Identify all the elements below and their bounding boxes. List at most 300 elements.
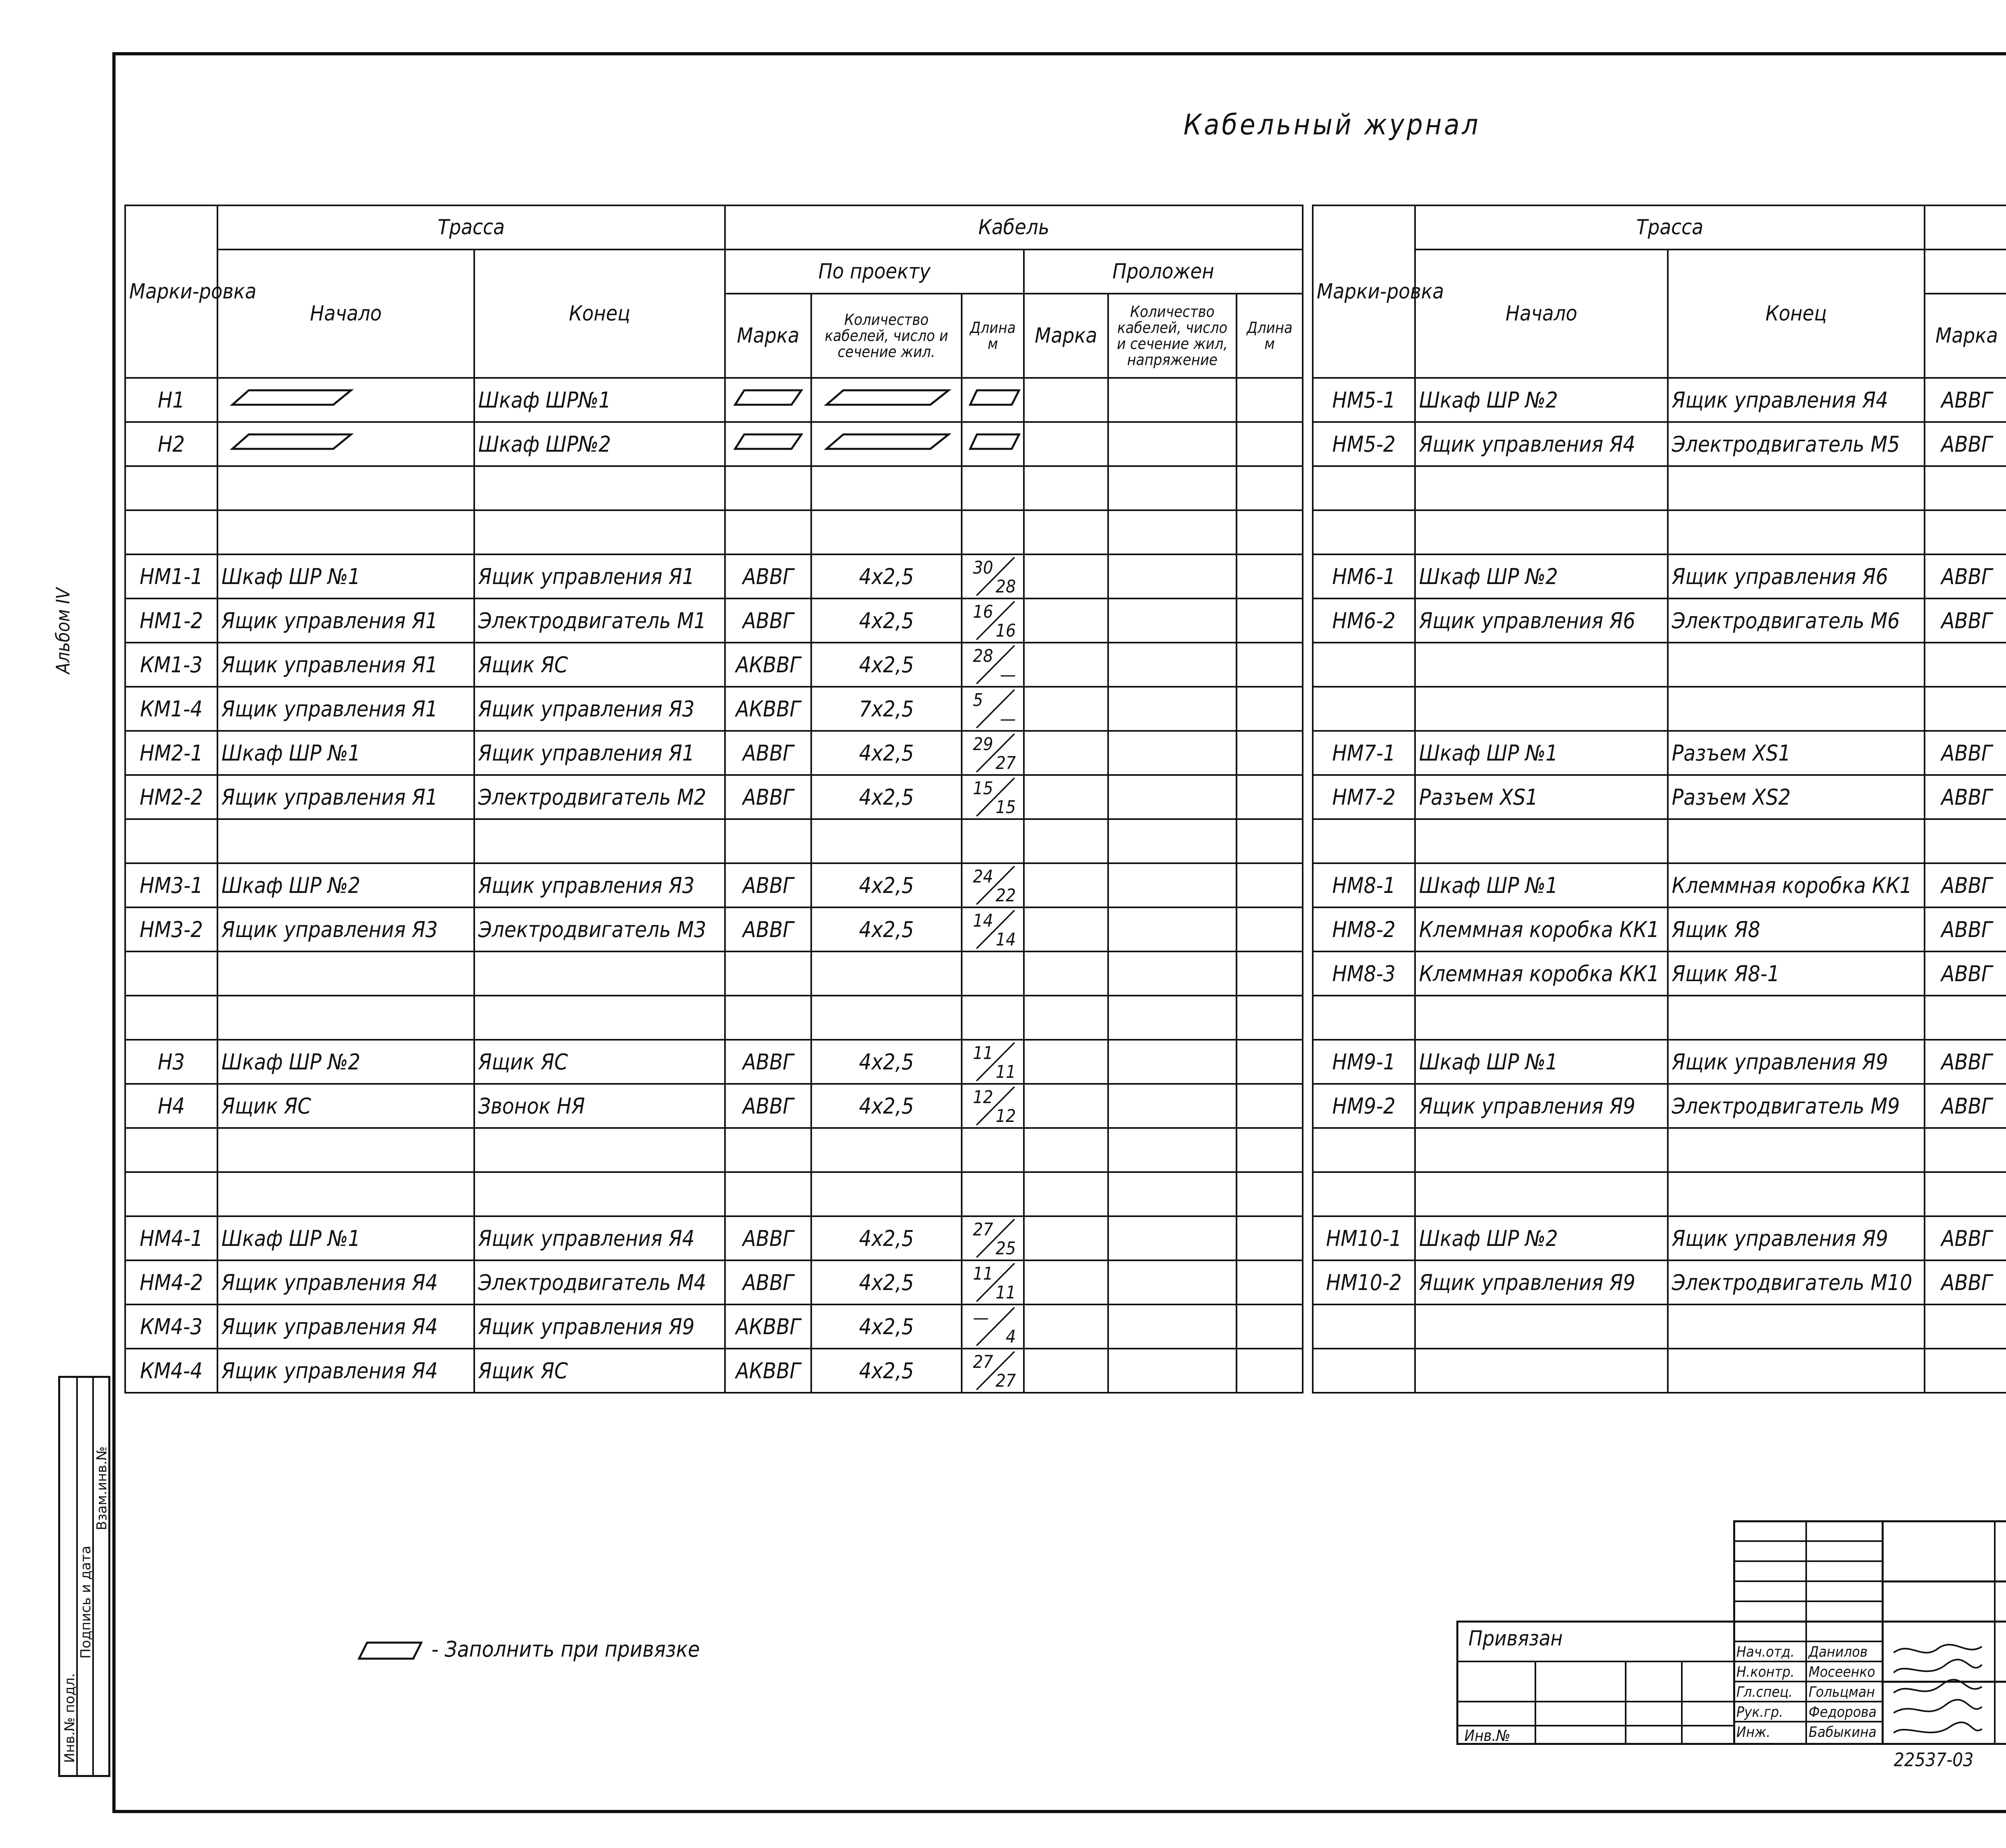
end-cell: Ящик управления Я1 xyxy=(474,731,725,775)
length-value: 28 xyxy=(995,576,1016,597)
trace-header: Трасса xyxy=(217,205,725,250)
marking-cell: Н3 xyxy=(125,1040,217,1084)
mark-cell: АВВГ xyxy=(1925,731,2006,775)
laid-length-cell xyxy=(1236,1172,1303,1216)
table-row xyxy=(1313,951,2006,996)
table-row xyxy=(125,466,1303,510)
side-stamp xyxy=(58,1376,110,1777)
count-cell: 4х2,5 xyxy=(811,1216,962,1260)
length-value: 15 xyxy=(995,797,1016,818)
count-cell: 4х2,5 xyxy=(811,643,962,687)
table-row xyxy=(125,1172,1303,1216)
table-row xyxy=(1313,907,2006,951)
laid-count-cell xyxy=(1108,1349,1236,1393)
end-cell: Ящик управления Я4 xyxy=(474,1216,725,1260)
mark-cell: АВВГ xyxy=(1925,1040,2006,1084)
marking-cell: Н2 xyxy=(125,422,217,466)
table-row xyxy=(1313,1172,2006,1216)
end-cell: Электродвигатель М4 xyxy=(474,1260,725,1304)
marking-cell: НМ8-3 xyxy=(1313,951,1415,996)
mark-cell: АВВГ xyxy=(1925,907,2006,951)
laid-mark-cell xyxy=(1024,1172,1108,1216)
mark-cell: АКВВГ xyxy=(725,687,811,731)
end-cell xyxy=(1668,819,1925,863)
length-cell xyxy=(962,1216,1024,1260)
laid-length-cell xyxy=(1236,1216,1303,1260)
laid-length-cell xyxy=(1236,554,1303,598)
mark-cell: АВВГ xyxy=(725,1040,811,1084)
marking-cell: КМ1-4 xyxy=(125,687,217,731)
laid-mark-cell xyxy=(1024,819,1108,863)
end-cell: Ящик управления Я3 xyxy=(474,687,725,731)
fill-in-symbol-icon xyxy=(729,430,805,454)
start-cell xyxy=(1415,1304,1668,1349)
stamp-sign-label: Подпись и дата xyxy=(78,1546,94,1659)
start-cell: Ящик управления Я1 xyxy=(217,775,474,819)
start-cell: Шкаф ШР №1 xyxy=(1415,1040,1668,1084)
start-cell xyxy=(217,1172,474,1216)
count-cell xyxy=(811,996,962,1040)
bound-label: Привязан xyxy=(1468,1627,1563,1651)
count-cell: 4х2,5 xyxy=(811,1040,962,1084)
legend-text: - Заполнить при привязке xyxy=(431,1637,700,1662)
laid-mark-cell xyxy=(1024,775,1108,819)
length-cell xyxy=(962,378,1024,422)
mark-cell: АВВГ xyxy=(1925,775,2006,819)
laid-count-cell xyxy=(1108,907,1236,951)
laid-mark-cell xyxy=(1024,687,1108,731)
marking-cell: НМ5-1 xyxy=(1313,378,1415,422)
table-row xyxy=(1313,1084,2006,1128)
laid-count-cell xyxy=(1108,598,1236,643)
mark-cell xyxy=(725,819,811,863)
table-row xyxy=(125,731,1303,775)
laid-count-cell xyxy=(1108,643,1236,687)
start-cell xyxy=(1415,510,1668,554)
start-cell: Клеммная коробка КК1 xyxy=(1415,907,1668,951)
table-row xyxy=(125,996,1303,1040)
end-cell: Ящик ЯС xyxy=(474,643,725,687)
count-cell: 4х2,5 xyxy=(811,863,962,907)
laid-count-cell xyxy=(1108,466,1236,510)
start-cell: Ящик управления Я1 xyxy=(217,643,474,687)
mark-cell xyxy=(1925,1128,2006,1172)
marking-cell: НМ1-1 xyxy=(125,554,217,598)
length-cut: 29 xyxy=(973,734,993,755)
stamp-inv-label: Инв.№ подл. xyxy=(62,1673,78,1763)
fill-in-symbol-icon xyxy=(815,385,956,410)
length-cut: 11 xyxy=(973,1043,993,1063)
fill-in-symbol-icon xyxy=(966,430,1022,454)
length-value: — xyxy=(1000,709,1016,729)
length-value: — xyxy=(1000,665,1016,685)
marking-cell xyxy=(125,1128,217,1172)
mark-cell xyxy=(725,466,811,510)
role-label: Нач.отд. xyxy=(1736,1644,1795,1660)
marking-cell: КМ1-3 xyxy=(125,643,217,687)
marking-cell xyxy=(1313,466,1415,510)
count-cell: 4х2,5 xyxy=(811,1084,962,1128)
stamp-replace-label: Взам.инв.№ xyxy=(94,1446,110,1530)
marking-cell xyxy=(125,951,217,996)
laid-mark-cell xyxy=(1024,378,1108,422)
table-row xyxy=(125,1304,1303,1349)
person-name: Федорова xyxy=(1809,1704,1877,1720)
start-cell: Ящик управления Я4 xyxy=(217,1260,474,1304)
end-cell xyxy=(1668,1304,1925,1349)
mark-cell xyxy=(1925,819,2006,863)
laid-length-cell xyxy=(1236,775,1303,819)
mark-header: Марка xyxy=(725,294,811,378)
table-row xyxy=(1313,1304,2006,1349)
marking-cell: НМ4-2 xyxy=(125,1260,217,1304)
marking-cell: НМ8-2 xyxy=(1313,907,1415,951)
end-cell: Ящик управления Я4 xyxy=(1668,378,1925,422)
end-cell xyxy=(474,996,725,1040)
start-cell: Ящик управления Я1 xyxy=(217,687,474,731)
marking-cell xyxy=(1313,996,1415,1040)
length-cut: 14 xyxy=(973,911,993,931)
table-row xyxy=(125,598,1303,643)
end-cell: Электродвигатель М3 xyxy=(474,907,725,951)
table-row xyxy=(1313,643,2006,687)
length-cell xyxy=(962,510,1024,554)
laid-length-cell xyxy=(1236,510,1303,554)
laid-mark-cell xyxy=(1024,1084,1108,1128)
fill-in-symbol-icon xyxy=(729,385,805,410)
laid-count-cell xyxy=(1108,731,1236,775)
end-cell xyxy=(474,951,725,996)
mark-cell: АВВГ xyxy=(725,1084,811,1128)
count-cell: 4х2,5 xyxy=(811,907,962,951)
start-cell: Ящик управления Я4 xyxy=(217,1349,474,1393)
table-row xyxy=(125,510,1303,554)
marking-cell: НМ9-1 xyxy=(1313,1040,1415,1084)
table-row xyxy=(125,907,1303,951)
length-value: 14 xyxy=(995,929,1016,950)
table-row xyxy=(1313,378,2006,422)
marking-cell: НМ3-2 xyxy=(125,907,217,951)
table-row xyxy=(1313,1128,2006,1172)
marking-cell: КМ4-3 xyxy=(125,1304,217,1349)
laid-mark-cell xyxy=(1024,598,1108,643)
table-row xyxy=(125,1260,1303,1304)
mark-cell: АВВГ xyxy=(1925,378,2006,422)
table-row xyxy=(1313,1040,2006,1084)
marking-cell xyxy=(125,466,217,510)
table-row xyxy=(1313,775,2006,819)
marking-cell xyxy=(1313,1172,1415,1216)
table-row xyxy=(125,643,1303,687)
start-cell: Шкаф ШР №2 xyxy=(1415,554,1668,598)
table-row xyxy=(125,863,1303,907)
length-cell xyxy=(962,466,1024,510)
role-label: Рук.гр. xyxy=(1736,1704,1783,1720)
count-cell xyxy=(811,819,962,863)
fill-in-symbol-icon xyxy=(221,430,358,454)
end-cell xyxy=(1668,1172,1925,1216)
end-cell: Разъем ХS2 xyxy=(1668,775,1925,819)
marking-cell: НМ6-1 xyxy=(1313,554,1415,598)
length-value: 11 xyxy=(995,1282,1016,1303)
start-cell xyxy=(217,819,474,863)
count-cell: 4х2,5 xyxy=(811,1349,962,1393)
laid-count-cell xyxy=(1108,1304,1236,1349)
end-cell xyxy=(474,1128,725,1172)
marking-cell xyxy=(125,1172,217,1216)
mark-cell xyxy=(1925,643,2006,687)
mark-cell: АВВГ xyxy=(725,1216,811,1260)
table-row xyxy=(125,951,1303,996)
end-cell: Электродвигатель М9 xyxy=(1668,1084,1925,1128)
laid-count-cell xyxy=(1108,1172,1236,1216)
cable-header xyxy=(1925,205,2006,250)
count-cell: 4х2,5 xyxy=(811,598,962,643)
person-name: Мосеенко xyxy=(1809,1664,1875,1680)
mark-cell: АВВГ xyxy=(1925,422,2006,466)
start-cell: Ящик управления Я4 xyxy=(1415,422,1668,466)
table-row xyxy=(125,1084,1303,1128)
mark-cell: АВВГ xyxy=(725,731,811,775)
laid-count-header: Количество кабелей, число и сечение жил, напряжение xyxy=(1108,294,1236,378)
mark-cell xyxy=(1925,510,2006,554)
person-name: Гольцман xyxy=(1809,1684,1875,1700)
count-cell xyxy=(811,466,962,510)
end-cell: Ящик Я8-1 xyxy=(1668,951,1925,996)
inv-label: Инв.№ xyxy=(1464,1727,1511,1745)
mark-cell: АВВГ xyxy=(725,554,811,598)
end-cell: Ящик управления Я9 xyxy=(1668,1216,1925,1260)
start-header: Начало xyxy=(217,250,474,378)
role-label: Н.контр. xyxy=(1736,1664,1795,1680)
laid-mark-cell xyxy=(1024,422,1108,466)
laid-length-cell xyxy=(1236,731,1303,775)
fill-in-symbol-icon xyxy=(221,385,358,410)
end-cell: Шкаф ШР№1 xyxy=(474,378,725,422)
mark-cell: АКВВГ xyxy=(725,1304,811,1349)
length-cell xyxy=(962,643,1024,687)
start-header: Начало xyxy=(1415,250,1668,378)
start-cell: Ящик ЯС xyxy=(217,1084,474,1128)
length-value: 27 xyxy=(995,1371,1016,1391)
mark-cell: АВВГ xyxy=(1925,1084,2006,1128)
laid-count-cell xyxy=(1108,996,1236,1040)
laid-length-cell xyxy=(1236,1128,1303,1172)
start-cell: Ящик управления Я1 xyxy=(217,598,474,643)
table-row xyxy=(1313,422,2006,466)
length-cut: 27 xyxy=(973,1352,993,1372)
start-cell xyxy=(1415,466,1668,510)
laid-count-cell xyxy=(1108,687,1236,731)
table-row xyxy=(125,1128,1303,1172)
table-row xyxy=(125,819,1303,863)
table-row xyxy=(125,1349,1303,1393)
cable-journal-right xyxy=(1312,205,2006,1394)
marking-cell: НМ10-2 xyxy=(1313,1260,1415,1304)
laid-mark-cell xyxy=(1024,1216,1108,1260)
length-value: 12 xyxy=(995,1106,1016,1126)
table-row xyxy=(1313,466,2006,510)
table-row xyxy=(125,1040,1303,1084)
start-cell xyxy=(1415,643,1668,687)
length-cell xyxy=(962,687,1024,731)
laid-mark-cell xyxy=(1024,1304,1108,1349)
laid-mark-cell xyxy=(1024,643,1108,687)
mark-cell: АВВГ xyxy=(1925,1216,2006,1260)
start-cell: Клеммная коробка КК1 xyxy=(1415,951,1668,996)
start-cell-placeholder xyxy=(217,422,474,466)
mark-cell-placeholder xyxy=(725,422,811,466)
length-cell xyxy=(962,996,1024,1040)
laid-length-header: Длина м xyxy=(1236,294,1303,378)
mark-cell xyxy=(725,510,811,554)
laid-count-cell xyxy=(1108,951,1236,996)
marking-cell: НМ2-1 xyxy=(125,731,217,775)
table-row xyxy=(1313,863,2006,907)
marking-cell xyxy=(1313,1349,1415,1393)
end-cell: Электродвигатель М6 xyxy=(1668,598,1925,643)
marking-cell xyxy=(125,996,217,1040)
end-cell xyxy=(474,510,725,554)
start-cell xyxy=(217,996,474,1040)
laid-header: Проложен xyxy=(1024,250,1303,294)
laid-mark-cell xyxy=(1024,863,1108,907)
end-cell xyxy=(1668,996,1925,1040)
length-cut: 28 xyxy=(973,646,993,666)
start-cell: Разъем ХS1 xyxy=(1415,775,1668,819)
length-value: 4 xyxy=(1005,1327,1016,1347)
end-cell: Электродвигатель М10 xyxy=(1668,1260,1925,1304)
laid-mark-cell xyxy=(1024,1040,1108,1084)
laid-length-cell xyxy=(1236,422,1303,466)
start-cell: Шкаф ШР №1 xyxy=(1415,731,1668,775)
table-row xyxy=(125,422,1303,466)
laid-count-cell xyxy=(1108,819,1236,863)
end-cell: Ящик ЯС xyxy=(474,1349,725,1393)
length-cut: 11 xyxy=(973,1264,993,1284)
end-cell: Шкаф ШР№2 xyxy=(474,422,725,466)
laid-mark-cell xyxy=(1024,907,1108,951)
end-cell: Электродвигатель М2 xyxy=(474,775,725,819)
laid-mark-cell xyxy=(1024,554,1108,598)
laid-length-cell xyxy=(1236,907,1303,951)
end-cell xyxy=(474,1172,725,1216)
mark-cell xyxy=(725,1128,811,1172)
end-cell: Ящик управления Я1 xyxy=(474,554,725,598)
length-header: Длина м xyxy=(962,294,1024,378)
start-cell: Ящик управления Я6 xyxy=(1415,598,1668,643)
length-cut: 5 xyxy=(973,690,983,710)
marking-cell xyxy=(1313,643,1415,687)
archive-number: 22537-03 xyxy=(1894,1749,1974,1771)
length-value: 25 xyxy=(995,1238,1016,1259)
length-cell xyxy=(962,951,1024,996)
marking-cell: НМ7-2 xyxy=(1313,775,1415,819)
mark-cell xyxy=(725,1172,811,1216)
length-cut: 16 xyxy=(973,602,993,622)
count-cell: 7х2,5 xyxy=(811,687,962,731)
marking-cell: НМ7-1 xyxy=(1313,731,1415,775)
table-row xyxy=(1313,996,2006,1040)
end-cell: Электродвигатель М5 xyxy=(1668,422,1925,466)
role-label: Инж. xyxy=(1736,1724,1770,1740)
table-row xyxy=(1313,598,2006,643)
end-header: Конец xyxy=(1668,250,1925,378)
mark-cell: АВВГ xyxy=(725,598,811,643)
mark-cell xyxy=(1925,1349,2006,1393)
length-cell xyxy=(962,1128,1024,1172)
marking-cell: НМ4-1 xyxy=(125,1216,217,1260)
count-cell: 4х2,5 xyxy=(811,1260,962,1304)
laid-count-cell xyxy=(1108,775,1236,819)
end-cell: Ящик управления Я9 xyxy=(474,1304,725,1349)
laid-length-cell xyxy=(1236,598,1303,643)
marking-cell xyxy=(1313,1128,1415,1172)
start-cell: Шкаф ШР №2 xyxy=(1415,378,1668,422)
laid-count-cell xyxy=(1108,863,1236,907)
table-row xyxy=(1313,819,2006,863)
table-row xyxy=(1313,731,2006,775)
page-title: Кабельный журнал xyxy=(1184,108,1481,141)
laid-length-cell xyxy=(1236,1260,1303,1304)
start-cell: Шкаф ШР №1 xyxy=(1415,863,1668,907)
laid-count-cell xyxy=(1108,510,1236,554)
album-label: Альбом IV xyxy=(52,588,74,674)
length-cut: 27 xyxy=(973,1219,993,1240)
cable-header: Кабель xyxy=(725,205,1303,250)
length-cell xyxy=(962,1172,1024,1216)
start-cell xyxy=(1415,996,1668,1040)
length-value: 27 xyxy=(995,753,1016,773)
laid-length-cell xyxy=(1236,466,1303,510)
start-cell: Ящик управления Я9 xyxy=(1415,1084,1668,1128)
mark-cell: АВВГ xyxy=(725,907,811,951)
count-cell: 4х2,5 xyxy=(811,1304,962,1349)
marking-cell xyxy=(1313,819,1415,863)
table-row xyxy=(1313,554,2006,598)
mark-cell: АВВГ xyxy=(1925,863,2006,907)
end-cell xyxy=(1668,1349,1925,1393)
start-cell xyxy=(1415,1128,1668,1172)
count-cell xyxy=(811,1128,962,1172)
person-name: Бабыкина xyxy=(1809,1724,1877,1740)
laid-length-cell xyxy=(1236,1304,1303,1349)
marking-cell: НМ10-1 xyxy=(1313,1216,1415,1260)
mark-cell xyxy=(1925,466,2006,510)
table-row xyxy=(125,775,1303,819)
mark-cell-placeholder xyxy=(725,378,811,422)
marking-cell: Н1 xyxy=(125,378,217,422)
start-cell: Шкаф ШР №2 xyxy=(217,1040,474,1084)
length-cell xyxy=(962,422,1024,466)
mark-cell: АВВГ xyxy=(1925,598,2006,643)
table-row xyxy=(1313,687,2006,731)
laid-count-cell xyxy=(1108,1040,1236,1084)
length-cell xyxy=(962,731,1024,775)
mark-cell: АВВГ xyxy=(1925,951,2006,996)
length-cell xyxy=(962,819,1024,863)
marking-cell: НМ8-1 xyxy=(1313,863,1415,907)
by-project-header: По проекту xyxy=(725,250,1024,294)
laid-mark-cell xyxy=(1024,466,1108,510)
table-row xyxy=(125,378,1303,422)
length-cell xyxy=(962,1260,1024,1304)
end-cell xyxy=(1668,1128,1925,1172)
mark-cell xyxy=(725,951,811,996)
laid-length-cell xyxy=(1236,863,1303,907)
start-cell xyxy=(1415,1172,1668,1216)
marking-cell xyxy=(1313,1304,1415,1349)
